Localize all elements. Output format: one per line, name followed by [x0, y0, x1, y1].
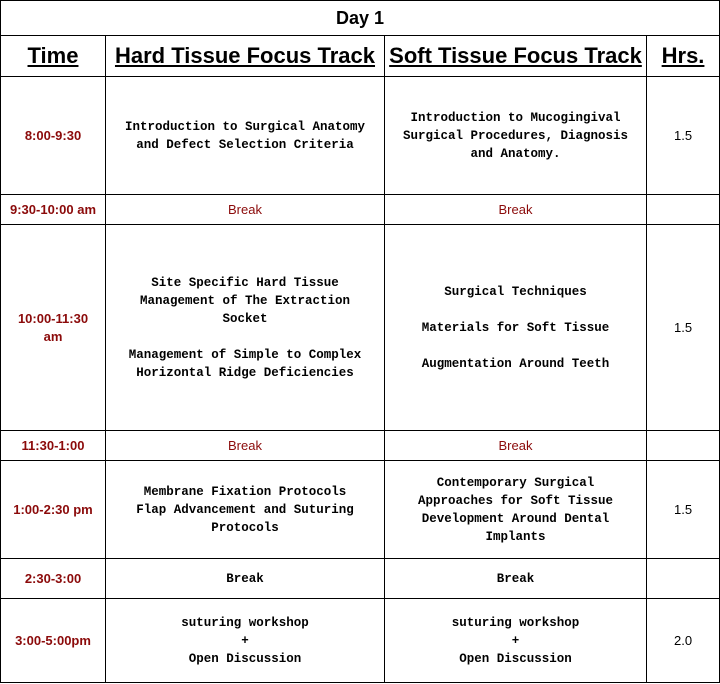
hours-cell: 1.5 [647, 461, 720, 559]
hard-tissue-cell: Site Specific Hard Tissue Management of The Extraction Socket Management of Simple to Complex Horizontal Ridge Deficiencies [106, 225, 385, 431]
soft-tissue-cell: Introduction to Mucogingival Surgical Procedures, Diagnosis and Anatomy. [385, 77, 647, 195]
time-cell: 3:00-5:00pm [1, 599, 106, 683]
hard-tissue-cell: Break [106, 559, 385, 599]
header-hours [647, 36, 720, 77]
header-time-label: Time [27, 43, 79, 68]
hours-cell [647, 431, 720, 461]
day-title: Day 1 [1, 1, 720, 36]
hours-cell: 2.0 [647, 599, 720, 683]
soft-tissue-cell: Surgical Techniques Materials for Soft Tissue Augmentation Around Teeth [385, 225, 647, 431]
hard-tissue-cell: Introduction to Surgical Anatomy and Defect Selection Criteria [106, 77, 385, 195]
table-row [1, 461, 720, 559]
soft-tissue-cell: Break [385, 559, 647, 599]
soft-tissue-cell: Break [385, 431, 647, 461]
table-row [1, 225, 720, 431]
table-row [1, 559, 720, 599]
time-cell: 10:00-11:30 am [1, 225, 106, 431]
hard-tissue-cell: Membrane Fixation Protocols Flap Advancement and Suturing Protocols [106, 461, 385, 559]
hours-cell: 1.5 [647, 77, 720, 195]
soft-tissue-cell: Break [385, 195, 647, 225]
header-hard-tissue [106, 36, 385, 77]
header-hours-label: Hrs. [661, 43, 705, 68]
hard-tissue-cell: Break [106, 431, 385, 461]
time-cell: 1:00-2:30 pm [1, 461, 106, 559]
header-hard-tissue-label: Hard Tissue Focus Track [114, 43, 376, 68]
soft-tissue-cell: Contemporary Surgical Approaches for Soft Tissue Development Around Dental Implants [385, 461, 647, 559]
header-soft-tissue-label: Soft Tissue Focus Track [389, 43, 642, 68]
hours-cell [647, 195, 720, 225]
hours-cell [647, 559, 720, 599]
table-row [1, 431, 720, 461]
hours-cell: 1.5 [647, 225, 720, 431]
header-soft-tissue [385, 36, 647, 77]
time-cell: 11:30-1:00 [1, 431, 106, 461]
table-row [1, 77, 720, 195]
hard-tissue-cell: Break [106, 195, 385, 225]
time-cell: 8:00-9:30 [1, 77, 106, 195]
time-cell: 2:30-3:00 [1, 559, 106, 599]
table-row [1, 599, 720, 683]
day-row [1, 1, 720, 36]
time-cell: 9:30-10:00 am [1, 195, 106, 225]
hard-tissue-cell: suturing workshop + Open Discussion [106, 599, 385, 683]
header-time [1, 36, 106, 77]
soft-tissue-cell: suturing workshop + Open Discussion [385, 599, 647, 683]
table-row [1, 195, 720, 225]
header-row [1, 36, 720, 77]
